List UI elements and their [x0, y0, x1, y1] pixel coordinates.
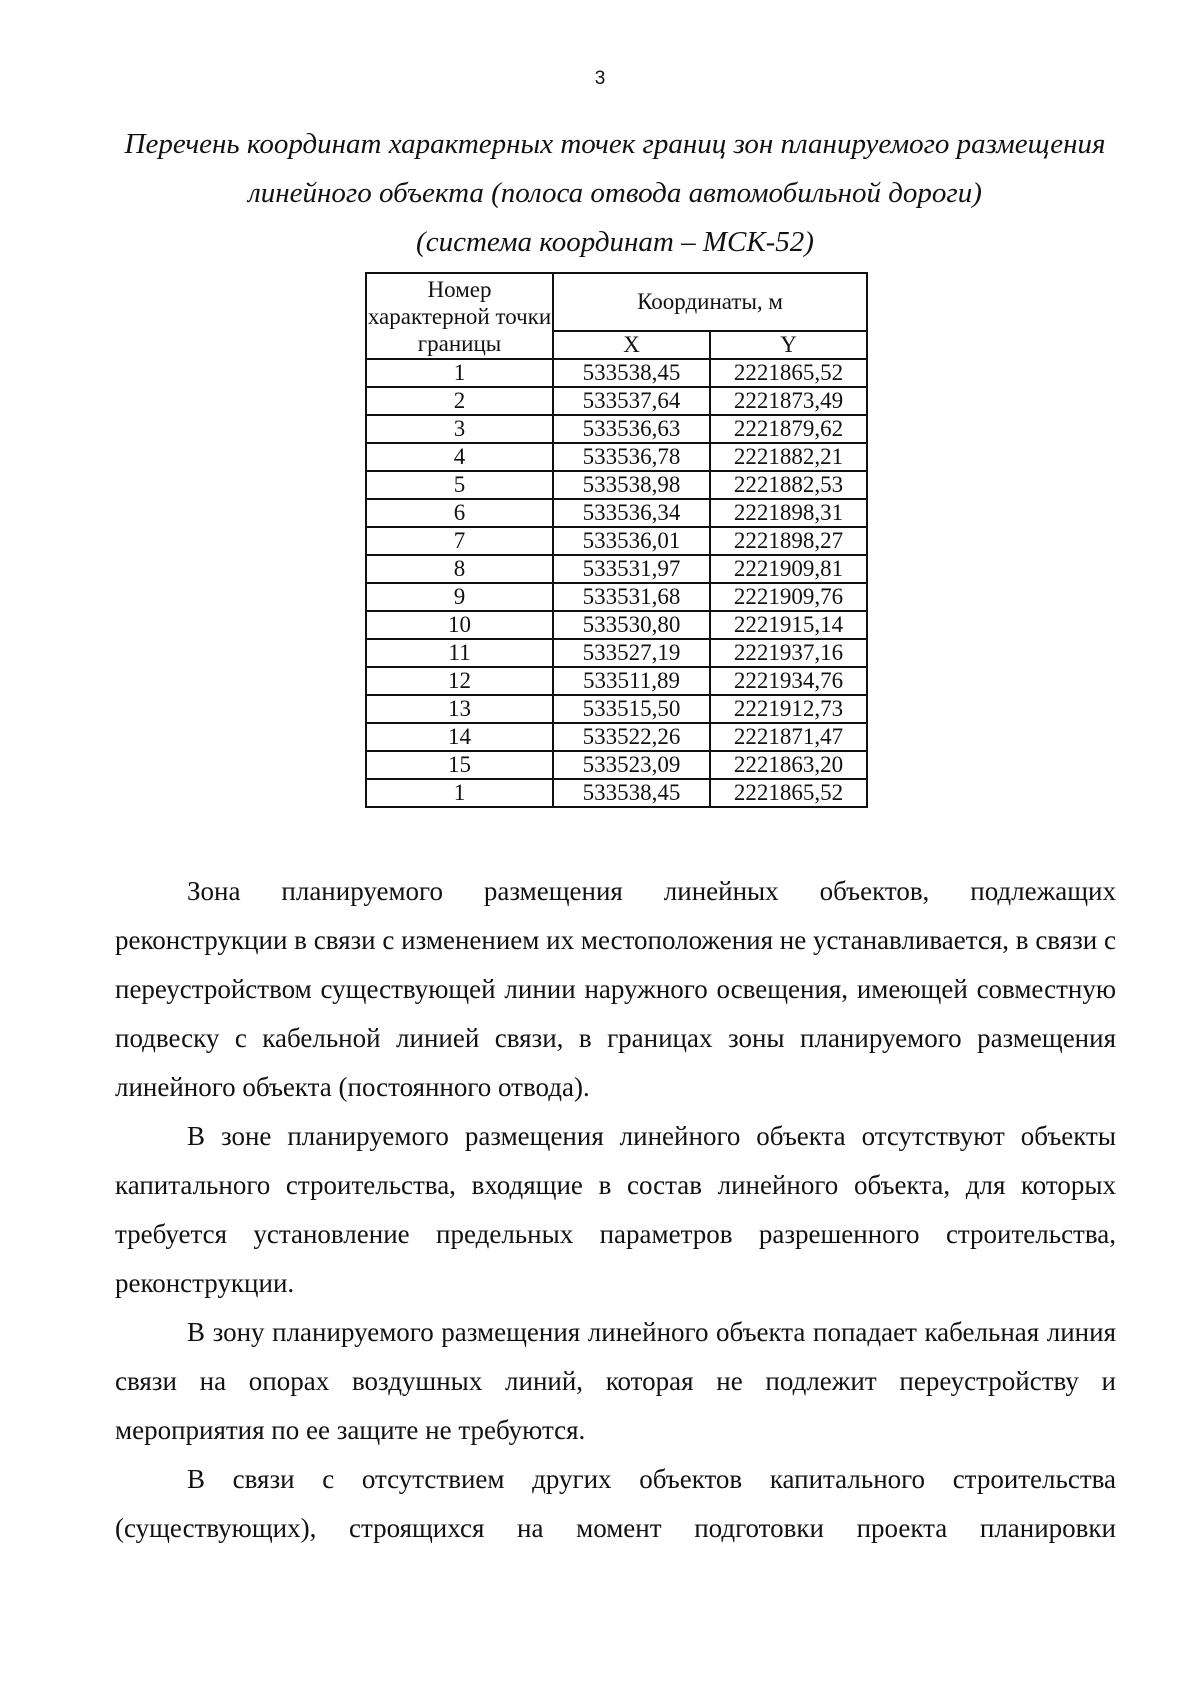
y-coordinate-cell: 2221898,31	[710, 499, 867, 527]
table-row	[366, 443, 867, 471]
x-coordinate-cell: 533538,98	[553, 471, 710, 499]
y-coordinate-cell: 2221865,52	[710, 779, 867, 807]
y-coordinate-cell: 2221882,21	[710, 443, 867, 471]
table-row	[366, 695, 867, 723]
table-row	[366, 639, 867, 667]
header-x: X	[553, 331, 710, 359]
x-coordinate-cell: 533536,63	[553, 415, 710, 443]
point-number-cell: 2	[366, 387, 553, 415]
x-coordinate-cell: 533531,97	[553, 555, 710, 583]
point-number-cell: 8	[366, 555, 553, 583]
point-number-cell: 12	[366, 667, 553, 695]
x-coordinate-cell: 533538,45	[553, 359, 710, 387]
table-row	[366, 555, 867, 583]
point-number-cell: 4	[366, 443, 553, 471]
y-coordinate-cell: 2221934,76	[710, 667, 867, 695]
point-number-cell: 11	[366, 639, 553, 667]
coordinates-rows	[366, 359, 867, 807]
table-row	[366, 779, 867, 807]
point-number-cell: 3	[366, 415, 553, 443]
coordinates-table	[365, 272, 868, 808]
table-row	[366, 499, 867, 527]
x-coordinate-cell: 533537,64	[553, 387, 710, 415]
point-number-cell: 6	[366, 499, 553, 527]
table-row	[366, 723, 867, 751]
x-coordinate-cell: 533531,68	[553, 583, 710, 611]
table-row	[366, 359, 867, 387]
table-row	[366, 387, 867, 415]
y-coordinate-cell: 2221909,81	[710, 555, 867, 583]
table-row	[366, 583, 867, 611]
y-coordinate-cell: 2221873,49	[710, 387, 867, 415]
x-coordinate-cell: 533538,45	[553, 779, 710, 807]
x-coordinate-cell: 533523,09	[553, 751, 710, 779]
y-coordinate-cell: 2221865,52	[710, 359, 867, 387]
y-coordinate-cell: 2221882,53	[710, 471, 867, 499]
paragraph-3: В зону планируемого размещения линейного объекта попадает кабельная линия связи на опорах воздушных линий, которая не подлежит переустройству и мероприятия по ее защите не требуются.	[115, 1317, 1116, 1445]
y-coordinate-cell: 2221915,14	[710, 611, 867, 639]
point-number-cell: 14	[366, 723, 553, 751]
x-coordinate-cell: 533530,80	[553, 611, 710, 639]
title-line-1: Перечень координат характерных точек границ зон планируемого размещения	[124, 128, 1106, 160]
y-coordinate-cell: 2221937,16	[710, 639, 867, 667]
table-row	[366, 667, 867, 695]
table-row	[366, 611, 867, 639]
point-number-cell: 15	[366, 751, 553, 779]
y-coordinate-cell: 2221912,73	[710, 695, 867, 723]
point-number-cell: 13	[366, 695, 553, 723]
y-coordinate-cell: 2221863,20	[710, 751, 867, 779]
title-line-2: линейного объекта (полоса отвода автомобильной дороги)	[248, 177, 982, 209]
paragraph-2: В зоне планируемого размещения линейного объекта отсутствуют объекты капитального строительства, входящие в состав линейного объекта, для которых требуется установление предельных параметров разрешенного строительства, реконструкции.	[115, 1121, 1116, 1298]
x-coordinate-cell: 533511,89	[553, 667, 710, 695]
table-row	[366, 415, 867, 443]
point-number-cell: 9	[366, 583, 553, 611]
y-coordinate-cell: 2221909,76	[710, 583, 867, 611]
point-number-cell: 1	[366, 779, 553, 807]
paragraph-1: Зона планируемого размещения линейных объектов, подлежащих реконструкции в связи с изменением их местоположения не устанавливается, в связи с переустройством существующей линии наружного освещения, имеющей совместную подвеску с кабельной линией связи, в границах зоны планируемого размещения линейного объекта (постоянного отвода).	[115, 876, 1116, 1102]
point-number-cell: 10	[366, 611, 553, 639]
header-y: Y	[710, 331, 867, 359]
body-text	[115, 867, 1116, 1553]
header-point-number: Номер характерной точки границы	[366, 273, 553, 359]
point-number-cell: 5	[366, 471, 553, 499]
table-row	[366, 527, 867, 555]
x-coordinate-cell: 533515,50	[553, 695, 710, 723]
x-coordinate-cell: 533536,01	[553, 527, 710, 555]
table-title	[90, 120, 1140, 267]
point-number-cell: 1	[366, 359, 553, 387]
table-row	[366, 751, 867, 779]
title-line-3: (система координат – МСК-52)	[416, 226, 814, 258]
y-coordinate-cell: 2221879,62	[710, 415, 867, 443]
y-coordinate-cell: 2221898,27	[710, 527, 867, 555]
paragraph-4: В связи с отсутствием других объектов капитального строительства (существующих), строящихся на момент подготовки проекта планировки	[115, 1464, 1116, 1543]
x-coordinate-cell: 533536,34	[553, 499, 710, 527]
x-coordinate-cell: 533522,26	[553, 723, 710, 751]
point-number-cell: 7	[366, 527, 553, 555]
x-coordinate-cell: 533527,19	[553, 639, 710, 667]
header-coordinates: Координаты, м	[553, 273, 867, 331]
y-coordinate-cell: 2221871,47	[710, 723, 867, 751]
page-number: 3	[594, 68, 606, 89]
table-row	[366, 471, 867, 499]
x-coordinate-cell: 533536,78	[553, 443, 710, 471]
